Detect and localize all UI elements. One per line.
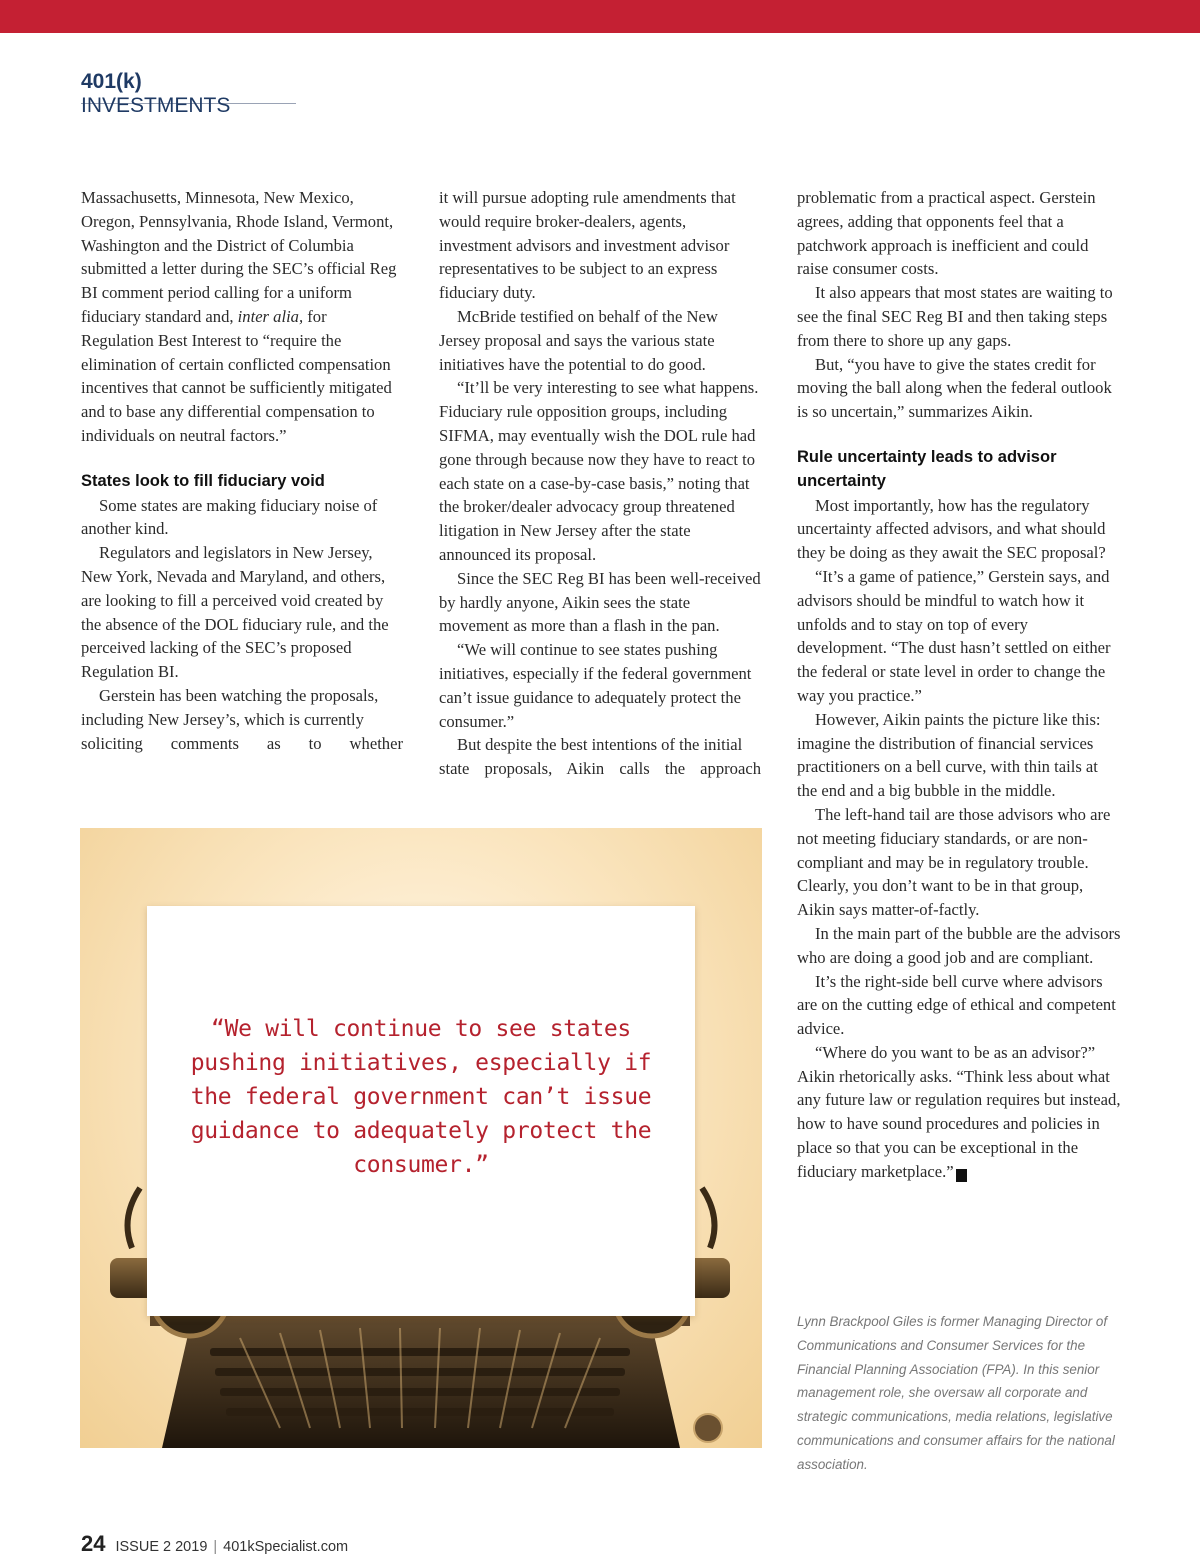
section-title-bold: 401(k) <box>81 70 142 93</box>
paragraph: In the main part of the bubble are the advisors who are doing a good job and are compliant. <box>797 923 1121 967</box>
top-color-bar <box>0 0 1200 33</box>
paragraph: “It’ll be very interesting to see what happens. Fiduciary rule opposition groups, including SIFMA, may eventually wish the DOL rule had gone through because now they have to react to each state on a case-by-case basis,” noting that the broker/dealer advocacy group threatened litigation in New Jersey after the state announced its proposal. <box>439 378 759 564</box>
subheading: States look to fill fiduciary void <box>81 471 325 490</box>
paragraph: Regulators and legislators in New Jersey, New York, Nevada and Maryland, and others, are looking to fill a perceived void created by the absence of the DOL fiduciary rule, and the perceived lacking of the SEC’s proposed Regulation BI. <box>81 543 389 682</box>
paragraph: But despite the best intentions of the initial state proposals, Aikin calls the approach <box>439 735 761 779</box>
paragraph <box>797 1041 1121 1184</box>
paragraph: It’s the right-side bell curve where advisors are on the cutting edge of ethical and competent advice. <box>797 971 1116 1039</box>
paragraph: problematic from a practical aspect. Gerstein agrees, adding that opponents feel that a patchwork approach is inefficient and could raise consumer costs. <box>797 188 1096 279</box>
paragraph: Gerstein has been watching the proposals, including New Jersey’s, which is currently soliciting comments as to whether <box>81 685 403 753</box>
paragraph: However, Aikin paints the picture like this: imagine the distribution of financial services practitioners on a bell curve, with thin tails at the end and a big bubble in the middle. <box>797 709 1101 801</box>
page-number: 24 <box>81 1531 106 1556</box>
article-column-1 <box>81 186 403 755</box>
author-bio: Lynn Brackpool Giles is former Managing Director of Communications and Consumer Services for the Financial Planning Association (FPA). In this senior management role, she oversaw all corporate and strategic communications, media relations, legislative communications and consumer affairs for the national association. <box>797 1314 1115 1472</box>
section-title: INVESTMENTS <box>81 94 231 117</box>
paragraph: It also appears that most states are waiting to see the final SEC Reg BI and then taking steps from there to shore up any gaps. <box>797 283 1113 350</box>
paragraph-text: “Where do you want to be as an advisor?” Aikin rhetorically asks. “Think less about what any future law or regulation requires but instead, how to have sound procedures and policies in place so that you can be exceptional in the fiduciary marketplace.” <box>797 1042 1121 1181</box>
paragraph: Since the SEC Reg BI has been well-received by hardly anyone, Aikin sees the state movement as more than a flash in the pan. <box>439 568 761 636</box>
paragraph-text: Massachusetts, Minnesota, New Mexico, Oregon, Pennsylvania, Rhode Island, Vermont, Washington and the District of Columbia submitted a letter during the SEC’s official Reg BI comment period calling for a uniform fiduciary standard and, <box>81 188 397 326</box>
paragraph: But, “you have to give the states credit for moving the ball along when the federal outlook is so uncertain,” summarizes Aikin. <box>797 354 1112 422</box>
website-link[interactable]: 401kSpecialist.com <box>223 1539 349 1555</box>
italic-phrase: inter alia, <box>237 306 304 326</box>
paragraph: “We will continue to see states pushing initiatives, especially if the federal government can’t issue guidance to adequately protect the consumer.” <box>439 640 752 731</box>
pull-quote: “We will continue to see states pushing initiatives, especially if the federal government can’t issue guidance to adequately protect the consumer.” <box>190 1016 652 1178</box>
end-of-article-icon: K <box>956 1169 967 1182</box>
paragraph: The left-hand tail are those advisors who are not meeting fiduciary standards, or are non-compliant and may be in regulatory trouble. Clearly, you don’t want to be in that group, Aikin says matter-of-factly. <box>797 804 1111 920</box>
paragraph: McBride testified on behalf of the New Jersey proposal and says the various state initiatives have the potential to do good. <box>439 306 718 374</box>
paragraph: “It’s a game of patience,” Gerstein says, and advisors should be mindful to watch how it unfolds and to stay on top of every development. “The dust hasn’t settled on either the federal or state level in order to change the way you practice.” <box>797 566 1111 705</box>
article-column-3 <box>797 186 1121 1184</box>
subheading: Rule uncertainty leads to advisor uncertainty <box>797 447 1057 490</box>
page-footer <box>81 1531 348 1558</box>
paragraph <box>81 186 403 448</box>
issue-label: ISSUE 2 2019 <box>115 1539 208 1555</box>
article-column-2 <box>439 186 761 781</box>
paragraph: it will pursue adopting rule amendments that would require broker-dealers, agents, investment advisors and investment advisor representatives to be subject to an express fiduciary duty. <box>439 188 736 303</box>
paragraph-text: for Regulation Best Interest to “require the elimination of certain conflicted compensation incentives that cannot be sufficiently mitigated and to base any differential compensation to individuals on neutral factors.” <box>81 306 392 445</box>
footer-separator: | <box>213 1539 218 1555</box>
section-header <box>81 70 296 117</box>
paragraph: Most importantly, how has the regulatory uncertainty affected advisors, and what should they be doing as they await the SEC proposal? <box>797 495 1106 563</box>
typewriter-photo <box>80 828 762 1448</box>
paragraph: Some states are making fiduciary noise of another kind. <box>81 495 378 539</box>
